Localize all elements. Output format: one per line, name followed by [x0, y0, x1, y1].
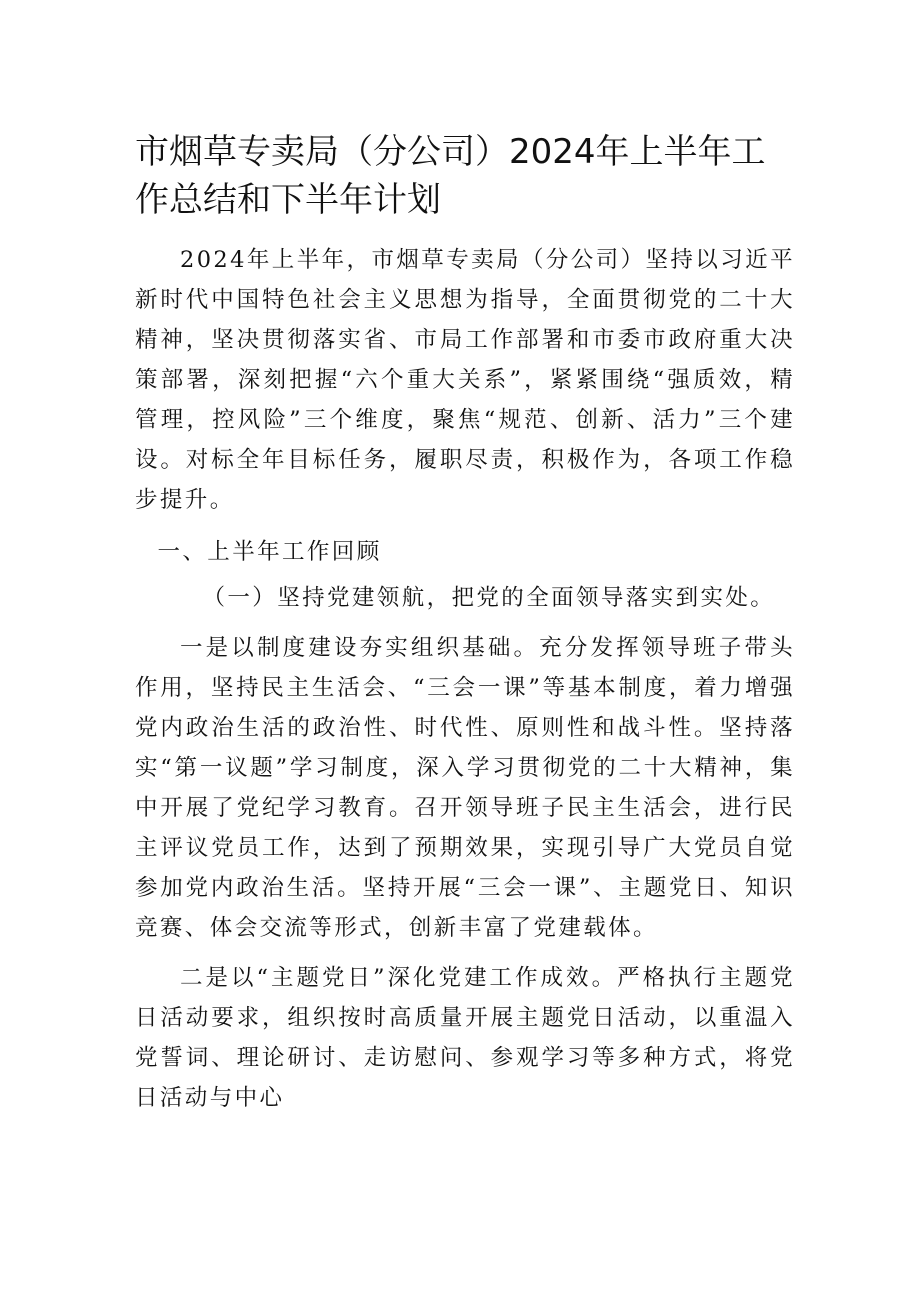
body-paragraph: 一是以制度建设夯实组织基础。充分发挥领导班子带头作用，坚持民主生活会、“三会一课”等基本制度，着力增强党内政治生活的政治性、时代性、原则性和战斗性。坚持落实“第一议题”学习制度，深入学习贯彻党的二十大精神，集中开展了党纪学习教育。召开领导班子民主生活会，进行民主评议党员工作，达到了预期效果，实现引导广大党员自觉参加党内政治生活。坚持开展“三会一课”、主题党日、知识竞赛、体会交流等形式，创新丰富了党建载体。 — [135, 635, 795, 941]
document-body — [135, 240, 795, 1118]
subsection-heading: （一）坚持党建领航，把党的全面领导落实到实处。 — [202, 585, 776, 611]
document-title: 市烟草专卖局（分公司）2024年上半年工作总结和下半年计划 — [135, 132, 766, 220]
intro-paragraph: 2024年上半年，市烟草专卖局（分公司）坚持以习近平新时代中国特色社会主义思想为指导，全面贯彻党的二十大精神，坚决贯彻落实省、市局工作部署和市委市政府重大决策部署，深刻把握“六个重大关系”，紧紧围绕“强质效，精管理，控风险”三个维度，聚焦“规范、创新、活力”三个建设。对标全年目标任务，履职尽责，积极作为，各项工作稳步提升。 — [135, 247, 795, 513]
body-paragraph: 二是以“主题党日”深化党建工作成效。严格执行主题党日活动要求，组织按时高质量开展主题党日活动，以重温入党誓词、理论研讨、走访慰问、参观学习等多种方式，将党日活动与中心 — [135, 965, 795, 1111]
section-heading: 一、上半年工作回顾 — [157, 539, 382, 565]
